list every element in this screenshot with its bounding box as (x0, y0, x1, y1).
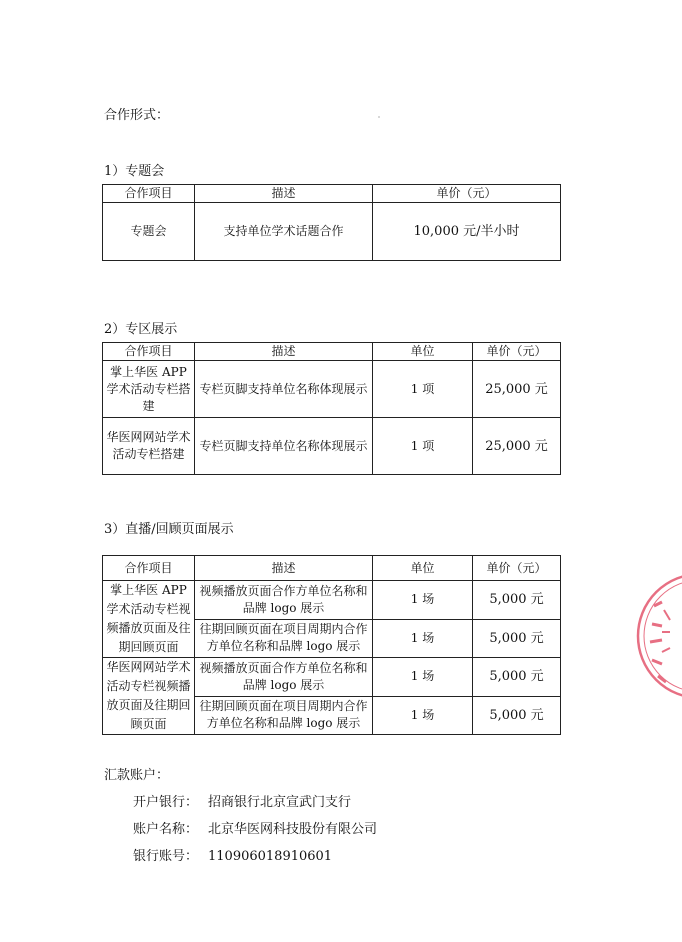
col-header: 合作项目 (103, 556, 195, 581)
cell-desc: 往期回顾页面在项目周期内合作方单位名称和品牌 logo 展示 (195, 619, 373, 658)
cell-unit: 1 项 (373, 361, 473, 418)
col-header: 描述 (195, 556, 373, 581)
bank-value: 招商银行北京宣武门支行 (208, 795, 352, 810)
section-heading: 合作形式： (104, 108, 170, 123)
section1-title: 1）专题会 (104, 164, 165, 179)
account-name-label: 账户名称： (133, 822, 199, 837)
cell-price: 5,000 元 (473, 619, 561, 658)
cell-unit: 1 项 (373, 418, 473, 475)
section2-title: 2）专区展示 (104, 322, 178, 337)
cell-item: 掌上华医 APP 学术活动专栏搭建 (103, 361, 195, 418)
cell-desc: 支持单位学术话题合作 (195, 203, 373, 261)
cell-unit: 1 场 (373, 581, 473, 620)
col-header: 单位 (373, 343, 473, 361)
cell-desc: 专栏页脚支持单位名称体现展示 (195, 361, 373, 418)
cell-desc: 往期回顾页面在项目周期内合作方单位名称和品牌 logo 展示 (195, 696, 373, 735)
table-row (103, 203, 561, 261)
cell-item: 掌上华医 APP 学术活动专栏视频播放页面及往期回顾页面 (103, 581, 195, 658)
table-row (103, 581, 561, 620)
section3-title: 3）直播/回顾页面展示 (104, 522, 234, 537)
company-seal-stamp (632, 566, 682, 706)
cell-price: 5,000 元 (473, 658, 561, 697)
account-number-value: 110906018910601 (208, 849, 333, 864)
col-header: 单价（元） (373, 185, 561, 203)
account-name-value: 北京华医网科技股份有限公司 (208, 822, 378, 837)
cell-unit: 1 场 (373, 619, 473, 658)
cell-price: 10,000 元/半小时 (373, 203, 561, 261)
cell-desc: 视频播放页面合作方单位名称和品牌 logo 展示 (195, 658, 373, 697)
col-header: 描述 (195, 343, 373, 361)
cell-item: 专题会 (103, 203, 195, 261)
cell-item: 华医网网站学术活动专栏搭建 (103, 418, 195, 475)
cell-item: 华医网网站学术活动专栏视频播放页面及往期回顾页面 (103, 658, 195, 735)
account-number-label: 银行账号： (133, 849, 199, 864)
col-header: 单价（元） (473, 556, 561, 581)
bank-label: 开户银行： (133, 795, 199, 810)
col-header: 单位 (373, 556, 473, 581)
col-header: 单价（元） (473, 343, 561, 361)
cell-price: 5,000 元 (473, 696, 561, 735)
col-header: 描述 (195, 185, 373, 203)
cell-price: 25,000 元 (473, 418, 561, 475)
cell-price: 25,000 元 (473, 361, 561, 418)
cell-unit: 1 场 (373, 658, 473, 697)
account-title: 汇款账户： (104, 768, 170, 783)
table-zone-display (102, 342, 561, 475)
col-header: 合作项目 (103, 185, 195, 203)
table-row (103, 418, 561, 475)
cell-price: 5,000 元 (473, 581, 561, 620)
cell-desc: 专栏页脚支持单位名称体现展示 (195, 418, 373, 475)
table-live-replay-display (102, 555, 561, 735)
table-topic-meeting (102, 184, 561, 261)
table-row (103, 658, 561, 697)
table-row (103, 361, 561, 418)
cell-desc: 视频播放页面合作方单位名称和品牌 logo 展示 (195, 581, 373, 620)
cell-unit: 1 场 (373, 696, 473, 735)
scan-speck (378, 116, 380, 118)
col-header: 合作项目 (103, 343, 195, 361)
